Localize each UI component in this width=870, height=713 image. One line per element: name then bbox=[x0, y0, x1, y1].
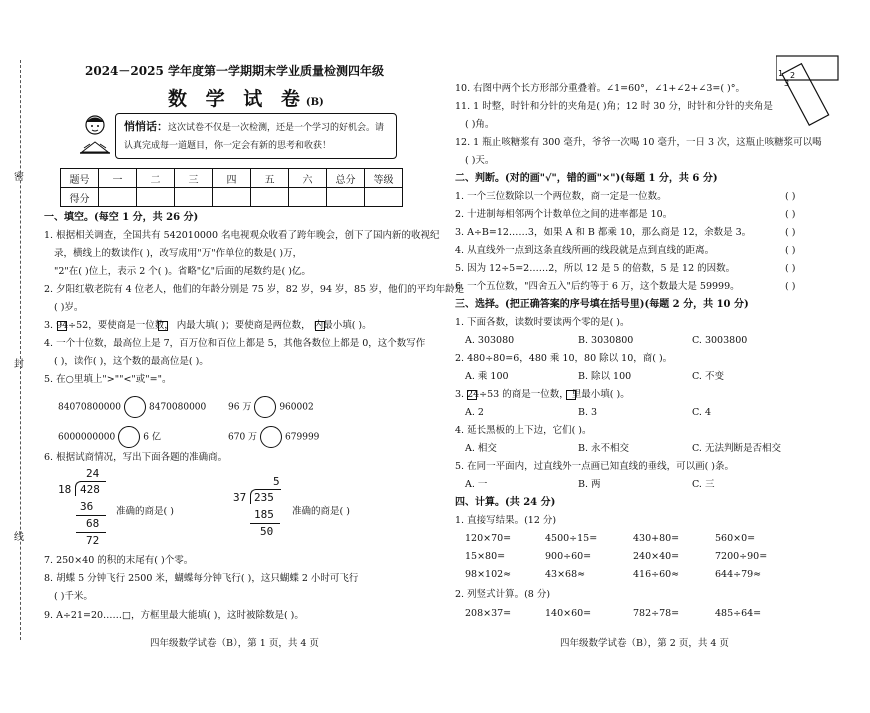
q1-line3: "2"在( )位上，表示 2 个( )。省略"亿"后面的尾数约是( )亿。 bbox=[54, 266, 311, 277]
angle-label-3: 3 bbox=[784, 79, 790, 88]
judge-item: 3. A÷B=12……3，如果 A 和 B 都乘 10，那么商是 12，余数是 3。 bbox=[455, 227, 752, 238]
section-3-heading: 三、选择。(把正确答案的序号填在括号里)(每题 2 分，共 10 分) bbox=[455, 299, 749, 310]
q1-line1: 1. 根据相关调查，全国共有 542010000 名电视观众收看了跨年晚会，创下了国内新的收视纪 bbox=[44, 230, 440, 241]
vertical-calc-item: 485÷64= bbox=[715, 608, 762, 619]
student-reading-illustration bbox=[76, 112, 114, 156]
judge-answer-blank[interactable]: ( ) bbox=[785, 191, 796, 202]
calc-item: 98×102≈ bbox=[465, 569, 512, 580]
division-1-step: 68 bbox=[86, 517, 100, 530]
choice-option[interactable]: C. 三 bbox=[692, 479, 715, 490]
score-table-score-row bbox=[61, 188, 403, 207]
calc-item: 240×40= bbox=[633, 551, 680, 562]
q12-line2: ( )天。 bbox=[465, 155, 495, 166]
calc-item: 120×70= bbox=[465, 533, 512, 544]
binding-dashed-line bbox=[20, 60, 22, 640]
judge-answer-blank[interactable]: ( ) bbox=[785, 227, 796, 238]
compare-value: 8470080000 bbox=[149, 402, 207, 413]
choice-1: 1. 下面各数，读数时要读两个零的是( )。 bbox=[455, 317, 630, 328]
judge-answer-blank[interactable]: ( ) bbox=[785, 245, 796, 256]
choice-option[interactable]: A. 2 bbox=[465, 407, 484, 418]
choice-option[interactable]: B. 3030800 bbox=[578, 335, 634, 346]
q4-line1: 4. 一个十位数，最高位上是 7，百万位和百位上都是 5，其他各数位上都是 0，这个数写作 bbox=[44, 338, 426, 349]
compare-circle[interactable] bbox=[124, 396, 146, 418]
choice-5: 5. 在同一平面内，过直线外一点画已知直线的垂线，可以画( )条。 bbox=[455, 461, 735, 472]
table-cell: 题号 bbox=[61, 169, 99, 188]
page-title bbox=[168, 84, 324, 111]
table-cell: 得分 bbox=[61, 188, 99, 207]
calc-2-heading: 2. 列竖式计算。(8 分) bbox=[455, 589, 551, 600]
q2-line2: ( )岁。 bbox=[54, 302, 84, 313]
title-suffix: (B) bbox=[305, 97, 324, 108]
division-2-step: 185 bbox=[254, 508, 274, 521]
division-1-step: 72 bbox=[86, 534, 100, 547]
choice-2: 2. 480÷80=6，480 乘 10，80 除以 10，商( )。 bbox=[455, 353, 673, 364]
choice-4: 4. 延长黑板的上下边，它们( )。 bbox=[455, 425, 592, 436]
choice-option[interactable]: C. 4 bbox=[692, 407, 712, 418]
compare-circle[interactable] bbox=[254, 396, 276, 418]
choice-option[interactable]: C. 不变 bbox=[692, 371, 724, 382]
q10: 10. 右图中两个长方形部分重叠着。∠1=60°，∠1+∠2+∠3=( )°。 bbox=[455, 83, 746, 94]
choice-option[interactable]: C. 无法判断是否相交 bbox=[692, 443, 781, 454]
score-cell[interactable] bbox=[213, 188, 251, 207]
q5-compare-2 bbox=[228, 396, 314, 418]
compare-circle[interactable] bbox=[260, 426, 282, 448]
choice-3: 3. 24÷53 的商是一位数， 里最小填( )。 bbox=[455, 389, 630, 400]
angle-label-2: 2 bbox=[790, 71, 796, 80]
table-cell: 等级 bbox=[365, 169, 403, 188]
division-1-dividend: 428 bbox=[80, 483, 100, 496]
score-cell[interactable] bbox=[99, 188, 137, 207]
exam-header: 2024－2025 学年度第一学期期末学业质量检测四年级 bbox=[85, 64, 384, 78]
q5: 5. 在○里填上">""<"或"="。 bbox=[44, 374, 172, 385]
judge-item: 4. 从直线外一点到这条直线所画的线段就是点到直线的距离。 bbox=[455, 245, 715, 256]
division-line bbox=[76, 532, 106, 533]
table-cell: 五 bbox=[251, 169, 289, 188]
vertical-calc-item: 208×37= bbox=[465, 608, 512, 619]
vertical-calc-item: 140×60= bbox=[545, 608, 592, 619]
choice-option[interactable]: C. 3003800 bbox=[692, 335, 748, 346]
q5-compare-1 bbox=[58, 396, 206, 418]
choice-option[interactable]: B. 两 bbox=[578, 479, 601, 490]
division-2-divisor: 37 bbox=[233, 491, 247, 504]
score-cell[interactable] bbox=[137, 188, 175, 207]
q3: 3. 94÷52，要使商是一位数， 内最大填( )；要使商是两位数， 内最小填( )。 bbox=[44, 320, 372, 331]
judge-answer-blank[interactable]: ( ) bbox=[785, 281, 796, 292]
score-cell[interactable] bbox=[175, 188, 213, 207]
tip-text-1: 这次试卷不仅是一次检测，还是一个学习的好机会。请 bbox=[168, 123, 385, 133]
q6: 6. 根据试商情况，写出下面各题的准确商。 bbox=[44, 452, 228, 463]
judge-answer-blank[interactable]: ( ) bbox=[785, 209, 796, 220]
tip-line-2: 认真完成每一道题目，你一定会有新的思考和收获！ bbox=[124, 141, 332, 151]
judge-item: 6. 一个五位数，"四舍五入"后约等于 6 万，这个数最大是 59999。 bbox=[455, 281, 740, 292]
q2-line1: 2. 夕阳红敬老院有 4 位老人，他们的年龄分别是 75 岁，82 岁，94 岁，85 岁，他们的平均年龄是 bbox=[44, 284, 465, 295]
table-cell: 总分 bbox=[327, 169, 365, 188]
division-2-dividend: 235 bbox=[254, 491, 274, 504]
calc-item: 15×80= bbox=[465, 551, 506, 562]
tip-line-1 bbox=[124, 120, 384, 135]
calc-item: 7200÷90= bbox=[715, 551, 768, 562]
calc-item: 4500÷15= bbox=[545, 533, 598, 544]
table-cell: 二 bbox=[137, 169, 175, 188]
compare-value: 6000000000 bbox=[58, 432, 116, 443]
choice-option[interactable]: A. 303080 bbox=[465, 335, 515, 346]
table-cell: 一 bbox=[99, 169, 137, 188]
tip-label: 悄悄话： bbox=[124, 120, 168, 133]
q11-line1: 11. 1 时整，时针和分针的夹角是( )角；12 时 30 分，时针和分针的夹角是 bbox=[455, 101, 773, 112]
choice-option[interactable]: A. 乘 100 bbox=[465, 371, 509, 382]
section-4-heading: 四、计算。(共 24 分) bbox=[455, 497, 556, 508]
calc-item: 416÷60≈ bbox=[633, 569, 680, 580]
q11-line2: ( )角。 bbox=[465, 119, 495, 130]
score-cell[interactable] bbox=[327, 188, 365, 207]
page-1-footer: 四年级数学试卷（B），第 1 页，共 4 页 bbox=[150, 638, 319, 649]
compare-value: 96 万 bbox=[228, 402, 252, 413]
division-2-quotient: 5 bbox=[273, 475, 280, 488]
q1-line2: 录，横线上的数读作( )，改写成用"万"作单位的数是( )万， bbox=[54, 248, 303, 259]
calc-item: 644÷79≈ bbox=[715, 569, 762, 580]
table-cell: 四 bbox=[213, 169, 251, 188]
q5-compare-3 bbox=[58, 426, 161, 448]
page-2-footer: 四年级数学试卷（B），第 2 页，共 4 页 bbox=[560, 638, 729, 649]
score-cell[interactable] bbox=[365, 188, 403, 207]
digit-box bbox=[467, 390, 477, 400]
judge-answer-blank[interactable]: ( ) bbox=[785, 263, 796, 274]
score-table-header-row bbox=[61, 169, 403, 188]
division-1-divisor: 18 bbox=[58, 483, 72, 496]
compare-circle[interactable] bbox=[118, 426, 140, 448]
choice-option[interactable]: A. 一 bbox=[465, 479, 488, 490]
compare-value: 670 万 bbox=[228, 432, 258, 443]
q9: 9. A÷21=20……□，方框里最大能填( )，这时被除数是( )。 bbox=[44, 610, 304, 621]
table-cell: 三 bbox=[175, 169, 213, 188]
binding-label-xian: 线 bbox=[14, 532, 24, 543]
digit-box bbox=[315, 321, 325, 331]
division-line bbox=[250, 523, 280, 524]
score-cell[interactable] bbox=[289, 188, 327, 207]
calc-item: 560×0= bbox=[715, 533, 756, 544]
calc-item: 430+80= bbox=[633, 533, 680, 544]
table-cell: 六 bbox=[289, 169, 327, 188]
judge-item: 1. 一个三位数除以一个两位数，商一定是一位数。 bbox=[455, 191, 667, 202]
digit-box bbox=[566, 390, 576, 400]
division-2-step: 50 bbox=[260, 525, 274, 538]
compare-value: 6 亿 bbox=[143, 432, 161, 443]
choice-option[interactable]: A. 相交 bbox=[465, 443, 497, 454]
judge-item: 5. 因为 12÷5=2……2，所以 12 是 5 的倍数，5 是 12 的因数。 bbox=[455, 263, 736, 274]
calc-item: 43×68≈ bbox=[545, 569, 586, 580]
compare-value: 960002 bbox=[279, 402, 314, 413]
compare-value: 679999 bbox=[285, 432, 320, 443]
q5-compare-4 bbox=[228, 426, 319, 448]
choice-option[interactable]: B. 永不相交 bbox=[578, 443, 630, 454]
binding-label-mi: 密 bbox=[14, 172, 24, 183]
section-1-heading: 一、填空。(每空 1 分，共 26 分) bbox=[44, 212, 199, 223]
q12-line1: 12. 1 瓶止咳糖浆有 300 毫升，爷爷一次喝 10 毫升，一日 3 次，这瓶止咳糖浆可以喝 bbox=[455, 137, 822, 148]
choice-option[interactable]: B. 除以 100 bbox=[578, 371, 632, 382]
q7: 7. 250×40 的积的末尾有( )个零。 bbox=[44, 555, 194, 566]
q8-line2: ( )千米。 bbox=[54, 591, 93, 602]
score-table bbox=[60, 168, 403, 207]
q6-answer-1: 准确的商是( ) bbox=[116, 506, 174, 517]
binding-label-feng: 封 bbox=[14, 359, 24, 370]
calc-item: 900÷60= bbox=[545, 551, 592, 562]
division-1-quotient: 24 bbox=[86, 467, 100, 480]
choice-option[interactable]: B. 3 bbox=[578, 407, 598, 418]
q8-line1: 8. 胡蝶 5 分钟飞行 2500 米，蝴蝶每分钟飞行( )，这只蝴蝶 2 小时可飞行 bbox=[44, 573, 359, 584]
digit-box bbox=[158, 321, 168, 331]
section-2-heading: 二、判断。(对的画"√"，错的画"×")(每题 1 分，共 6 分) bbox=[455, 173, 718, 184]
division-line bbox=[76, 515, 106, 516]
score-cell[interactable] bbox=[251, 188, 289, 207]
judge-item: 2. 十进制每相邻两个计数单位之间的进率都是 10。 bbox=[455, 209, 673, 220]
q4-line2: ( )，读作( )，这个数的最高位是( )。 bbox=[54, 356, 209, 367]
title-text: 数 学 试 卷 bbox=[168, 88, 306, 110]
vertical-calc-item: 782÷78= bbox=[633, 608, 680, 619]
overlapping-rectangles-figure bbox=[776, 54, 846, 134]
calc-1-heading: 1. 直接写结果。(12 分) bbox=[455, 515, 557, 526]
q6-answer-2: 准确的商是( ) bbox=[292, 506, 350, 517]
digit-box bbox=[57, 321, 67, 331]
angle-label-1: 1 bbox=[778, 69, 784, 78]
division-1-step: 36 bbox=[80, 500, 94, 513]
compare-value: 84070800000 bbox=[58, 402, 121, 413]
